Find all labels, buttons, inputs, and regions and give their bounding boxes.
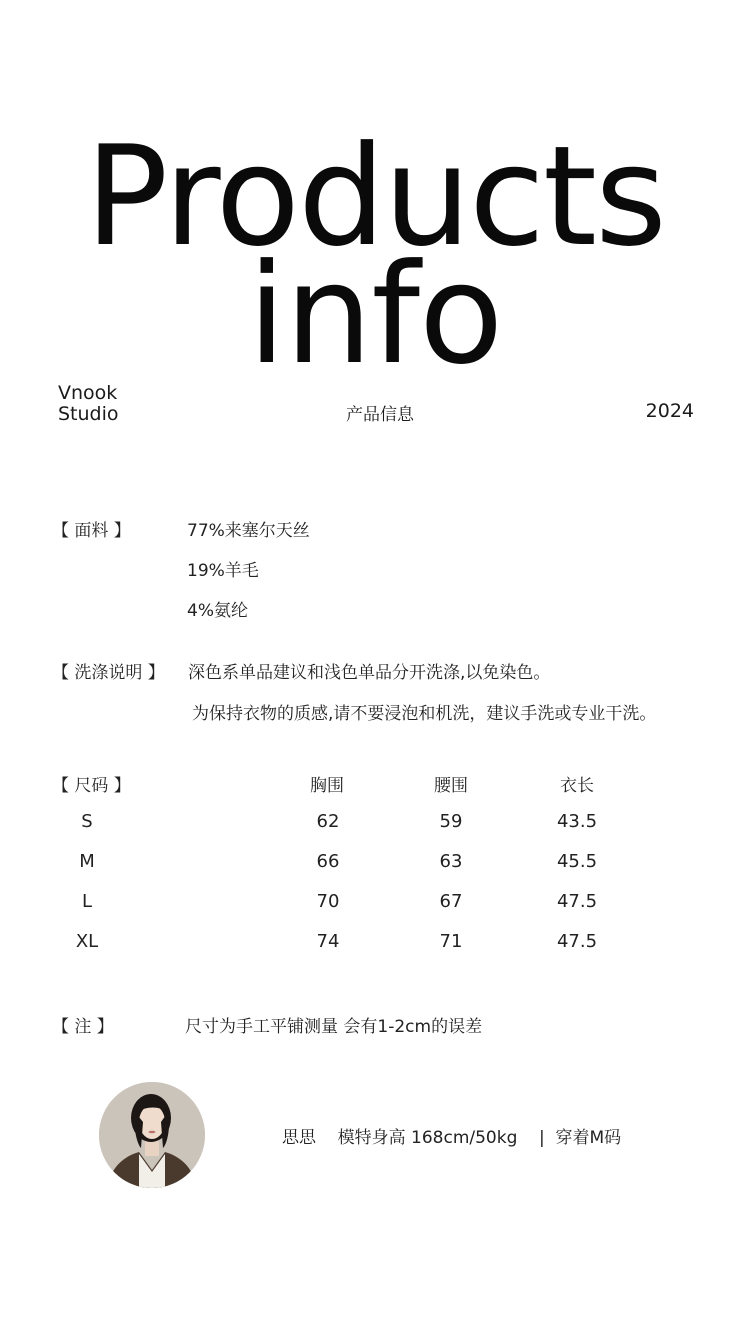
note-label: 【 注 】 (52, 1017, 114, 1037)
table-cell: 71 (439, 931, 463, 952)
table-cell: 62 (316, 811, 340, 832)
brand-line1: Vnook (58, 382, 118, 404)
fabric-item: 4%氨纶 (187, 601, 248, 621)
size-cell: M (79, 851, 95, 872)
table-cell: 70 (316, 891, 340, 912)
avatar (99, 1082, 205, 1188)
washing-label: 【 洗涤说明 】 (52, 663, 165, 683)
table-cell: 45.5 (556, 851, 598, 872)
table-cell: 74 (316, 931, 340, 952)
table-cell: 66 (316, 851, 340, 872)
size-cell: L (81, 891, 93, 912)
brand-line2: Studio (58, 403, 119, 425)
column-header-length: 衣长 (560, 776, 594, 796)
hero-title-line1: Products (85, 116, 665, 277)
table-cell: 63 (439, 851, 463, 872)
table-cell: 67 (439, 891, 463, 912)
size-label: 【 尺码 】 (52, 776, 131, 796)
page-title: 产品信息 (346, 405, 414, 425)
year-label: 2024 (645, 400, 694, 422)
fabric-label: 【 面料 】 (52, 521, 131, 541)
column-header-waist: 腰围 (434, 776, 468, 796)
table-cell: 47.5 (556, 891, 598, 912)
hero-title-line2: info (247, 234, 503, 395)
washing-line: 深色系单品建议和浅色单品分开洗涤,以免染色。 (188, 663, 551, 683)
size-cell: XL (75, 931, 99, 952)
size-cell: S (81, 811, 93, 832)
note-text: 尺寸为手工平铺测量 会有1-2cm的误差 (185, 1017, 483, 1037)
fabric-item: 77%来塞尔天丝 (187, 521, 310, 541)
model-info: 思思 模特身高 168cm/50kg | 穿着M码 (282, 1128, 622, 1148)
table-cell: 59 (439, 811, 463, 832)
washing-line: 为保持衣物的质感,请不要浸泡和机洗，建议手洗或专业干洗。 (192, 704, 657, 724)
column-header-chest: 胸围 (310, 776, 344, 796)
table-cell: 43.5 (556, 811, 598, 832)
table-cell: 47.5 (556, 931, 598, 952)
fabric-item: 19%羊毛 (187, 561, 259, 581)
